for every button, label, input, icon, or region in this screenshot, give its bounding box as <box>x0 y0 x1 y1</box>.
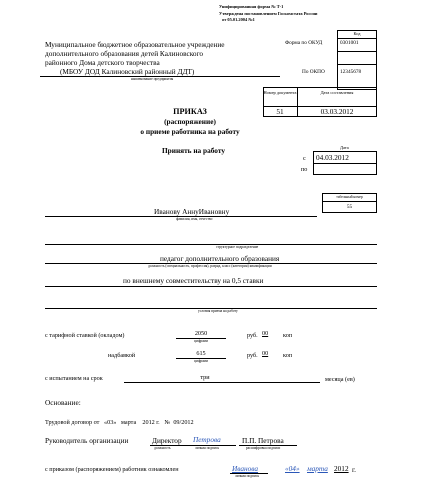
bonus-value: 615 <box>196 350 206 357</box>
doc-subtitle: (распоряжение) <box>164 117 216 126</box>
acquainted-day: «04» <box>285 464 300 473</box>
cap-sign: личная подпись <box>195 446 220 450</box>
acquainted-sign: Иванова <box>232 464 259 473</box>
hire-from-label: с <box>303 155 306 162</box>
bonus-kop-value: 00 <box>262 350 269 357</box>
bonus-kop: коп <box>283 352 293 359</box>
doc-number-header: Номер документа <box>263 90 297 95</box>
okpo-label: По ОКПО <box>302 69 325 75</box>
form-approved-date: от 05.01.2004 №1 <box>222 17 255 22</box>
doc-number: 51 <box>276 107 284 116</box>
acquainted-text: с приказом (распоряжением) работник ознакомлен <box>45 466 179 473</box>
code-label: Код <box>353 31 361 36</box>
employee-name: Иванову АннуИвановну <box>154 207 230 216</box>
dept-caption: структурное подразделение <box>216 245 259 249</box>
cap-decoding: расшифровка подписи <box>246 446 281 450</box>
conditions-value: по внешнему совместительству на 0,5 ставки <box>123 276 264 285</box>
rate-rub: руб. <box>247 332 258 339</box>
head-decoding: П.П. Петрова <box>242 436 284 445</box>
basis-label: Основание: <box>45 398 81 407</box>
doc-title: ПРИКАЗ <box>173 107 207 116</box>
org-line-3: районного Дома детского творчества <box>45 58 160 67</box>
tab-number-value: 55 <box>346 204 353 210</box>
conditions-caption: условия приема на работу <box>198 309 238 313</box>
rate-kop: коп <box>283 332 293 339</box>
position-caption: должность (специальность, профессия), разряд, класс (категория) квалификации <box>148 264 272 268</box>
contract-text: Трудовой договор от «03» марта 2012 г. № 09/2012 <box>45 419 194 426</box>
org-caption: наименование предприятия <box>131 77 174 81</box>
head-signature: Петрова <box>193 435 221 444</box>
position-value: педагог дополнительного образования <box>160 254 280 263</box>
employee-name-caption: фамилия, имя, отчество <box>176 217 213 221</box>
acquainted-month: марта <box>307 464 328 473</box>
bonus-caption: цифрами <box>194 359 208 363</box>
rate-kop-value: 00 <box>262 330 269 337</box>
rate-caption: цифрами <box>194 339 208 343</box>
org-line-1: Муниципальное бюджетное образовательное учреждение <box>45 40 225 49</box>
org-line-4: (МБОУ ДОД Калиновский районный ДДТ) <box>60 67 195 76</box>
doc-date-header: Дата составления <box>320 90 354 95</box>
bonus-label: надбавкой <box>108 352 136 359</box>
probation-value: три <box>200 374 210 381</box>
form-approved: Утверждена постановлением Госкомстата России <box>219 11 318 16</box>
okud-label: Форма по ОКУД <box>285 40 323 46</box>
acquainted-year: 2012 <box>334 464 349 473</box>
probation-label: с испытанием на срок <box>45 375 103 382</box>
acquainted-cap-sign: личная подпись <box>235 474 260 478</box>
tab-number-header: табельный номер <box>336 195 363 199</box>
hire-label: Принять на работу <box>162 146 225 155</box>
form-name: Унифицированная форма № Т-1 <box>219 4 284 9</box>
rate-label: с тарифной ставкой (окладом) <box>45 332 125 339</box>
hire-to-label: по <box>301 166 308 173</box>
acquainted-g: г. <box>352 465 356 474</box>
head-position: Директор <box>152 436 182 445</box>
probation-unit: месяца (ев) <box>325 376 355 383</box>
rate-value: 2050 <box>194 330 208 337</box>
org-line-2: дополнительного образования детей Калиновского <box>45 49 204 58</box>
cap-position: должность <box>154 446 171 450</box>
hire-from-value: 04.03.2012 <box>316 153 349 162</box>
bonus-rub: руб. <box>247 352 258 359</box>
head-label: Руководитель организации <box>45 436 129 445</box>
doc-date: 03.03.2012 <box>320 107 354 116</box>
doc-about: о приеме работника на работу <box>140 127 240 136</box>
okpo-value: 12345678 <box>340 69 362 75</box>
okud-value: 0301001 <box>340 40 359 46</box>
hire-date-header: Дата <box>340 145 349 150</box>
